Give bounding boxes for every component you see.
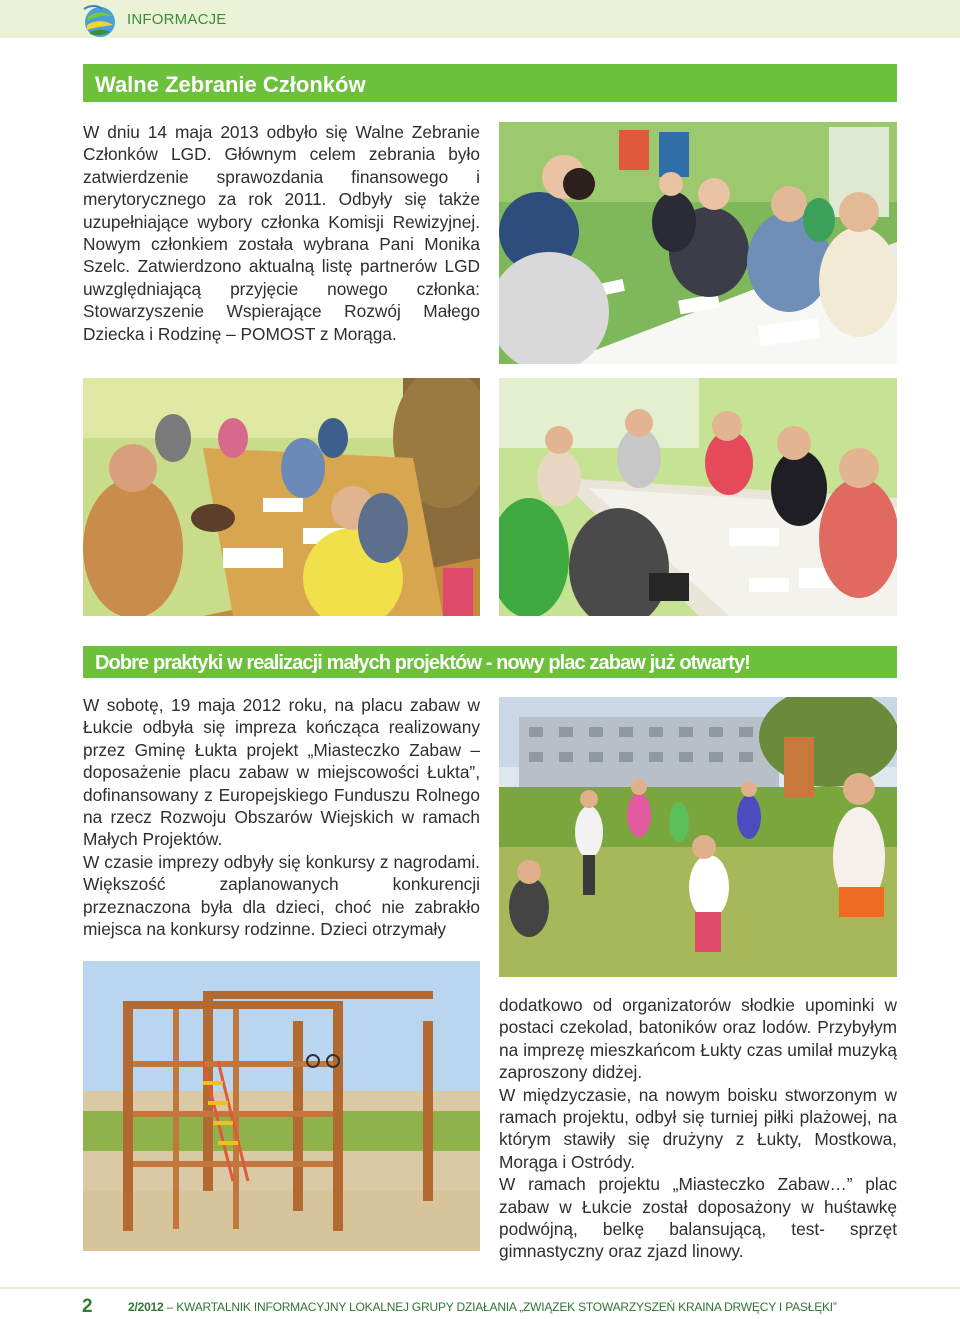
article-body: [83, 694, 480, 940]
meeting-photo: [499, 378, 897, 616]
article-title: Walne Zebranie Członków: [83, 64, 897, 102]
playground-equipment-photo: [83, 961, 480, 1251]
article-title: Dobre praktyki w realizacji małych projektów - nowy plac zabaw już otwarty!: [83, 646, 897, 678]
paragraph: dodatkowo od organizatorów słodkie upominki w postaci czekolad, batoników oraz lodów. Przybyłym na imprezę mieszkańcom Łukty czas umilał muzyką zaproszony didżej.: [499, 995, 897, 1083]
page-number: 2: [82, 1296, 93, 1317]
article-body: [83, 121, 480, 345]
paragraph: W sobotę, 19 maja 2012 roku, na placu zabaw w Łukcie odbyła się impreza kończąca realizowany przez Gminę Łukta projekt „Miasteczko Zabaw – doposażenie placu zabaw w miejscowości Łukta”, dofinansowany z Europejskiego Funduszu Rolnego na rzecz Rozwoju Obszarów Wiejskich w ramach Małych Projektów.: [83, 695, 480, 850]
publication-name: – KWARTALNIK INFORMACYJNY LOKALNEJ GRUPY DZIAŁANIA „ZWIĄZEK STOWARZYSZEŃ KRAINA DRWĘCY I PASŁĘKI”: [163, 1300, 837, 1314]
paragraph: W ramach projektu „Miasteczko Zabaw…” plac zabaw w Łukcie został doposażony w huśtawkę podwójną, belkę balansującą, test- sprzęt gimnastyczny oraz zjazd linowy.: [499, 1174, 897, 1262]
article-body: [499, 994, 897, 1263]
playground-event-photo: [499, 697, 897, 977]
issue-number: 2/2012: [128, 1300, 164, 1314]
meeting-photo: [83, 378, 480, 616]
footer-divider: [0, 1287, 960, 1289]
paragraph: W dniu 14 maja 2013 odbyło się Walne Zebranie Członków LGD. Głównym celem zebrania było zatwierdzenie sprawozdania finansowego i merytorycznego za rok 2011. Odbyły się także uzupełniające wybory członka Komisji Rewizyjnej. Nowym członkiem została wybrana Pani Monika Szelc. Zatwierdzono aktualną listę partnerów LGD uwzględniającą przyjęcie nowego członka: Stowarzyszenie Wspierające Rozwój Małego Dziecka i Rodzinę – POMOST z Morąga.: [83, 122, 480, 344]
paragraph: W międzyczasie, na nowym boisku stworzonym w ramach projektu, odbył się turniej piłki plażowej, na którym stawiły się drużyny z Łukty, Mostkowa, Morąga i Ostródy.: [499, 1084, 897, 1172]
footer-publication: [128, 1300, 837, 1314]
meeting-photo: [499, 122, 897, 364]
section-label: INFORMACJE: [127, 11, 227, 28]
paragraph: W czasie imprezy odbyły się konkursy z nagrodami. Większość zaplanowanych konkurencji przeznaczona była dla dzieci, choć nie zabrakło miejsca na konkursy rodzinne. Dzieci otrzymały: [83, 851, 480, 940]
lgd-logo-icon: [82, 3, 118, 41]
